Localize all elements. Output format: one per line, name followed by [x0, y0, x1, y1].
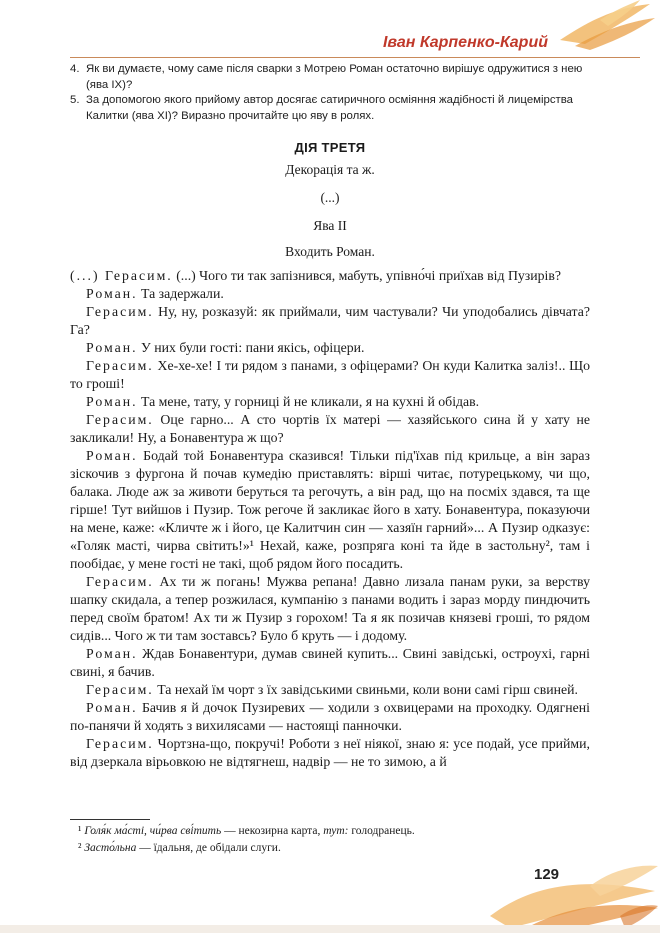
bottom-band [0, 925, 660, 933]
dialogue-line [70, 573, 590, 645]
scene-title: Ява II [313, 218, 347, 233]
speaker-name: Роман. [86, 286, 138, 301]
question-item [70, 93, 590, 124]
header-flame-decoration-icon [0, 0, 660, 60]
page-number: 129 [534, 866, 560, 883]
line-text: Хе-хе-хе! І ти рядом з панами, з офіцерами? Он куди Калитка заліз!.. Що то гроші! [70, 358, 590, 391]
dialogue-text [70, 267, 590, 771]
header-divider [70, 57, 640, 58]
dialogue-line [70, 267, 590, 285]
footnote-divider [70, 819, 150, 820]
footer-flame-decoration-icon [470, 846, 660, 933]
dialogue-line [70, 303, 590, 339]
line-text: Бачив я й дочок Пузиревих — ходили з охвицерами на проходку. Одягнені по-панячи й ходять з вихилясами — настоящі панночки. [70, 700, 590, 733]
footnote-definition: — їдальня, де обідали слуги. [136, 842, 281, 854]
line-text: Та мене, тату, у горниці й не кликали, я на кухні й обідав. [137, 394, 480, 409]
footnote-definition: — некозирна карта, [221, 825, 324, 837]
dialogue-line [70, 339, 590, 357]
speaker-name: Роман. [86, 646, 138, 661]
line-text: У них були гості: пани якісь, офіцери. [137, 340, 365, 355]
footnote-qualifier: тут: [323, 825, 349, 837]
dialogue-line [70, 681, 590, 699]
omission-mark: (...) [320, 190, 340, 205]
questions-list [70, 62, 590, 124]
question-number: 5. [70, 94, 80, 106]
line-text: Та задержали. [137, 286, 224, 301]
dialogue-line [70, 699, 590, 735]
speaker-name: Герасим. [86, 682, 154, 697]
speaker-name: Роман. [86, 700, 138, 715]
footnote-definition-extra: голодранець. [348, 825, 415, 837]
footnote-term: Голя́к ма́сті, чи́рва сві́тить [84, 825, 222, 837]
speaker-name: Роман. [86, 340, 138, 355]
line-text: Ах ти ж погань! Мужва репана! Давно лизала панам руки, за верству шапку скидала, а тепер розжилася, кумпанію з панами водить і зараз морду пиндючить перед своїм братом! Ах ти ж Пузир з горохом! Та я як позичав князеві гроші, то рядом сидів... Чого ж ти там зоставсь? Було б круть — і додому. [70, 574, 590, 643]
line-text: Та нехай їм чорт з їх завідськими свиньми, коли вони самі гірш свиней. [153, 682, 578, 697]
act-title: ДІЯ ТРЕТЯ [294, 140, 366, 155]
dialogue-line [70, 735, 590, 771]
line-text: Оце гарно... А сто чортів їх матері — хазяйського сина й у хату не закликали! Ну, а Бонавентура ж що? [70, 412, 590, 445]
speaker-name: Герасим. [86, 304, 154, 319]
line-text: Бодай той Бонавентура сказився! Тільки під'їхав під крильце, а він зараз зіскочив з фургона й почав кумедію приставлять: вірші читає, потурецькому, чи що, балака. Люде аж за животи беруться та регочуть, а він рад, що на посміх здався, та ще гірше! Тут вийшов і Пузир. Тож регоче й закликає його в хату. Бонавентура, показуючи на мене, каже: «Кличте ж і його, це Калитчин син — хазяїн гарний»... А Пузир одказує: «Голяк масті, чирва світить!»¹ Нехай, каже, розпряга коні та йде в застольну², там і пообідає, у мене гості не такі, щоб рядом його посадить. [70, 448, 590, 571]
dialogue-line [70, 411, 590, 447]
line-text: Ну, ну, розказуй: як приймали, чим частували? Чи уподобались дівчата? Га? [70, 304, 590, 337]
footnote-mark: ¹ [78, 825, 82, 837]
dialogue-line [70, 285, 590, 303]
footnote-term: Засто́льна [84, 842, 137, 854]
line-text: Чортзна-що, покручі! Роботи з неї ніякої, знаю я: усе подай, усе прийми, від дзеркала вірьовкою не відтягнеш, надвір — не то зимою, а й [70, 736, 590, 769]
speaker-name: Герасим. [86, 412, 154, 427]
speaker-name: Герасим. [86, 736, 154, 751]
footnote-mark: ² [78, 842, 82, 854]
dialogue-line [70, 357, 590, 393]
page-header [0, 0, 660, 60]
dialogue-line [70, 645, 590, 681]
speaker-name: Герасим. [86, 574, 154, 589]
stage-direction: Входить Роман. [285, 244, 375, 259]
speaker-name: (...) Герасим. [70, 268, 173, 283]
author-header: Іван Карпенко-Карий [382, 34, 548, 51]
dialogue-line [70, 393, 590, 411]
speaker-name: Роман. [86, 448, 138, 463]
question-item [70, 62, 590, 93]
footnote-item [70, 823, 590, 840]
speaker-name: Герасим. [86, 358, 154, 373]
question-text: За допомогою якого прийому автор досягає сатиричного осміяння жадібності й лицемірства Калитки (ява XI)? Виразно прочитайте цю яву в ролях. [86, 94, 574, 122]
question-text: Як ви думаєте, чому саме після сварки з Мотрею Роман остаточно вирішує одружитися з нею (ява IX)? [86, 63, 583, 91]
decoration-note: Декорація та ж. [285, 162, 375, 177]
question-number: 4. [70, 63, 80, 75]
dialogue-line [70, 447, 590, 573]
line-text: (...) Чого ти так запізнився, мабуть, упівно́чі приїхав від Пузирів? [172, 268, 562, 283]
line-text: Ждав Бонавентури, думав свиней купить... Свині завідські, остроухі, гарні свині, я бачив. [70, 646, 590, 679]
speaker-name: Роман. [86, 394, 138, 409]
